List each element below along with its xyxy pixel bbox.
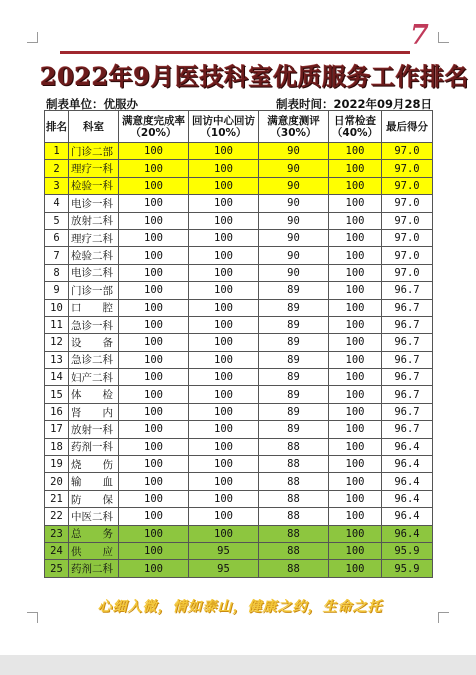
cell-callback: 95	[189, 542, 259, 559]
table-row	[45, 177, 433, 194]
window-bottom-bar	[0, 655, 476, 675]
cell-inspection: 100	[329, 264, 382, 281]
cell-dept: 药剂二科	[69, 560, 119, 577]
table-row	[45, 212, 433, 229]
cell-inspection: 100	[329, 247, 382, 264]
cell-rank: 25	[45, 560, 69, 577]
cell-dept: 口 腔	[69, 299, 119, 316]
cell-callback: 100	[189, 316, 259, 333]
cell-final-score: 96.4	[382, 508, 433, 525]
cell-satisfaction: 100	[119, 160, 189, 177]
cell-final-score: 96.7	[382, 351, 433, 368]
table-header-row	[45, 111, 433, 143]
table-row	[45, 143, 433, 160]
cell-callback: 100	[189, 438, 259, 455]
cell-satisfaction: 100	[119, 334, 189, 351]
cell-dept: 体 检	[69, 386, 119, 403]
cell-survey: 90	[259, 195, 329, 212]
page-number: 7	[410, 20, 429, 51]
table-row	[45, 316, 433, 333]
cell-inspection: 100	[329, 282, 382, 299]
table-row	[45, 229, 433, 246]
crop-mark-bottom-left	[27, 612, 38, 623]
cell-survey: 89	[259, 386, 329, 403]
cell-inspection: 100	[329, 438, 382, 455]
cell-callback: 100	[189, 143, 259, 160]
cell-dept: 急诊二科	[69, 351, 119, 368]
cell-satisfaction: 100	[119, 299, 189, 316]
cell-satisfaction: 100	[119, 542, 189, 559]
cell-callback: 95	[189, 560, 259, 577]
cell-final-score: 97.0	[382, 177, 433, 194]
cell-satisfaction: 100	[119, 421, 189, 438]
cell-dept: 检验二科	[69, 247, 119, 264]
table-row	[45, 421, 433, 438]
cell-dept: 防 保	[69, 490, 119, 507]
cell-inspection: 100	[329, 386, 382, 403]
cell-inspection: 100	[329, 229, 382, 246]
crop-mark-top-left	[27, 32, 38, 43]
cell-survey: 90	[259, 212, 329, 229]
cell-satisfaction: 100	[119, 473, 189, 490]
cell-rank: 22	[45, 508, 69, 525]
cell-dept: 门诊一部	[69, 282, 119, 299]
cell-callback: 100	[189, 212, 259, 229]
crop-mark-top-right	[438, 32, 449, 43]
cell-inspection: 100	[329, 212, 382, 229]
cell-satisfaction: 100	[119, 403, 189, 420]
cell-survey: 88	[259, 438, 329, 455]
prepared-date-label: 制表时间：	[275, 97, 334, 111]
table-row	[45, 195, 433, 212]
cell-inspection: 100	[329, 369, 382, 386]
cell-survey: 88	[259, 542, 329, 559]
cell-final-score: 96.7	[382, 403, 433, 420]
cell-satisfaction: 100	[119, 490, 189, 507]
cell-final-score: 96.4	[382, 525, 433, 542]
cell-rank: 11	[45, 316, 69, 333]
cell-rank: 6	[45, 229, 69, 246]
cell-final-score: 97.0	[382, 143, 433, 160]
cell-satisfaction: 100	[119, 386, 189, 403]
cell-final-score: 97.0	[382, 195, 433, 212]
cell-survey: 90	[259, 143, 329, 160]
cell-final-score: 96.7	[382, 299, 433, 316]
slogan: 心细入微，情如泰山，健康之约，生命之托	[97, 599, 383, 615]
cell-final-score: 96.4	[382, 490, 433, 507]
table-row	[45, 247, 433, 264]
cell-inspection: 100	[329, 195, 382, 212]
cell-rank: 3	[45, 177, 69, 194]
cell-inspection: 100	[329, 490, 382, 507]
cell-callback: 100	[189, 299, 259, 316]
cell-satisfaction: 100	[119, 195, 189, 212]
cell-callback: 100	[189, 386, 259, 403]
table-body	[45, 143, 433, 578]
table-row	[45, 334, 433, 351]
cell-final-score: 96.7	[382, 316, 433, 333]
cell-final-score: 96.4	[382, 473, 433, 490]
cell-satisfaction: 100	[119, 525, 189, 542]
header-survey: 满意度测评 （30%）	[259, 111, 329, 143]
cell-satisfaction: 100	[119, 247, 189, 264]
cell-rank: 4	[45, 195, 69, 212]
table-row	[45, 403, 433, 420]
cell-satisfaction: 100	[119, 177, 189, 194]
cell-dept: 肾 内	[69, 403, 119, 420]
cell-rank: 18	[45, 438, 69, 455]
cell-survey: 88	[259, 508, 329, 525]
header-dept: 科室	[69, 111, 119, 143]
cell-dept: 放射一科	[69, 421, 119, 438]
table-row	[45, 525, 433, 542]
cell-satisfaction: 100	[119, 456, 189, 473]
table-row	[45, 560, 433, 577]
cell-survey: 90	[259, 177, 329, 194]
cell-inspection: 100	[329, 525, 382, 542]
cell-dept: 检验一科	[69, 177, 119, 194]
table-row	[45, 369, 433, 386]
cell-survey: 89	[259, 316, 329, 333]
cell-callback: 100	[189, 351, 259, 368]
cell-callback: 100	[189, 421, 259, 438]
cell-callback: 100	[189, 177, 259, 194]
cell-final-score: 96.4	[382, 438, 433, 455]
cell-dept: 总 务	[69, 525, 119, 542]
cell-rank: 23	[45, 525, 69, 542]
cell-final-score: 97.0	[382, 229, 433, 246]
cell-callback: 100	[189, 456, 259, 473]
cell-survey: 90	[259, 264, 329, 281]
cell-dept: 急诊一科	[69, 316, 119, 333]
cell-dept: 妇产二科	[69, 369, 119, 386]
table-row	[45, 438, 433, 455]
cell-inspection: 100	[329, 542, 382, 559]
table-row	[45, 282, 433, 299]
cell-rank: 13	[45, 351, 69, 368]
cell-rank: 14	[45, 369, 69, 386]
cell-dept: 放射二科	[69, 212, 119, 229]
cell-satisfaction: 100	[119, 316, 189, 333]
cell-dept: 设 备	[69, 334, 119, 351]
cell-callback: 100	[189, 369, 259, 386]
cell-survey: 89	[259, 369, 329, 386]
cell-dept: 药剂一科	[69, 438, 119, 455]
ranking-table	[44, 110, 433, 578]
cell-survey: 90	[259, 247, 329, 264]
cell-satisfaction: 100	[119, 351, 189, 368]
header-inspection: 日常检查 （40%）	[329, 111, 382, 143]
cell-satisfaction: 100	[119, 508, 189, 525]
cell-inspection: 100	[329, 473, 382, 490]
cell-rank: 8	[45, 264, 69, 281]
header-rank: 排名	[45, 111, 69, 143]
cell-inspection: 100	[329, 508, 382, 525]
cell-satisfaction: 100	[119, 264, 189, 281]
cell-rank: 16	[45, 403, 69, 420]
cell-callback: 100	[189, 229, 259, 246]
cell-dept: 电诊二科	[69, 264, 119, 281]
cell-final-score: 97.0	[382, 212, 433, 229]
table-row	[45, 160, 433, 177]
title-top-rule	[60, 51, 410, 54]
cell-inspection: 100	[329, 351, 382, 368]
cell-dept: 烧 伤	[69, 456, 119, 473]
cell-dept: 理疗二科	[69, 229, 119, 246]
cell-survey: 88	[259, 456, 329, 473]
table-row	[45, 386, 433, 403]
table-row	[45, 351, 433, 368]
cell-survey: 89	[259, 334, 329, 351]
cell-satisfaction: 100	[119, 560, 189, 577]
cell-callback: 100	[189, 403, 259, 420]
cell-survey: 89	[259, 403, 329, 420]
cell-callback: 100	[189, 264, 259, 281]
header-final-score: 最后得分	[382, 111, 433, 143]
cell-inspection: 100	[329, 299, 382, 316]
cell-inspection: 100	[329, 403, 382, 420]
cell-satisfaction: 100	[119, 229, 189, 246]
cell-final-score: 96.7	[382, 369, 433, 386]
cell-dept: 供 应	[69, 542, 119, 559]
table-row	[45, 508, 433, 525]
cell-final-score: 97.0	[382, 247, 433, 264]
cell-rank: 1	[45, 143, 69, 160]
cell-inspection: 100	[329, 143, 382, 160]
cell-satisfaction: 100	[119, 282, 189, 299]
table-row	[45, 542, 433, 559]
cell-inspection: 100	[329, 160, 382, 177]
cell-final-score: 97.0	[382, 160, 433, 177]
cell-survey: 90	[259, 229, 329, 246]
header-callback: 回访中心回访 （10%）	[189, 111, 259, 143]
cell-rank: 12	[45, 334, 69, 351]
cell-callback: 100	[189, 195, 259, 212]
cell-satisfaction: 100	[119, 369, 189, 386]
cell-callback: 100	[189, 490, 259, 507]
cell-satisfaction: 100	[119, 212, 189, 229]
cell-inspection: 100	[329, 177, 382, 194]
cell-dept: 电诊一科	[69, 195, 119, 212]
cell-rank: 19	[45, 456, 69, 473]
cell-dept: 输 血	[69, 473, 119, 490]
cell-satisfaction: 100	[119, 438, 189, 455]
cell-final-score: 96.7	[382, 386, 433, 403]
cell-callback: 100	[189, 473, 259, 490]
cell-inspection: 100	[329, 456, 382, 473]
table-row	[45, 473, 433, 490]
cell-rank: 21	[45, 490, 69, 507]
cell-rank: 20	[45, 473, 69, 490]
cell-inspection: 100	[329, 316, 382, 333]
cell-survey: 88	[259, 490, 329, 507]
cell-final-score: 96.4	[382, 456, 433, 473]
cell-rank: 9	[45, 282, 69, 299]
cell-survey: 88	[259, 525, 329, 542]
cell-callback: 100	[189, 525, 259, 542]
cell-final-score: 96.7	[382, 282, 433, 299]
cell-inspection: 100	[329, 334, 382, 351]
header-satisfaction: 满意度完成率 （20%）	[119, 111, 189, 143]
prepared-by-unit: 制表单位：优服办	[46, 97, 138, 111]
cell-callback: 100	[189, 508, 259, 525]
cell-survey: 88	[259, 560, 329, 577]
cell-rank: 10	[45, 299, 69, 316]
cell-final-score: 97.0	[382, 264, 433, 281]
cell-survey: 89	[259, 421, 329, 438]
cell-survey: 88	[259, 473, 329, 490]
cell-rank: 17	[45, 421, 69, 438]
cell-dept: 理疗一科	[69, 160, 119, 177]
cell-survey: 90	[259, 160, 329, 177]
cell-survey: 89	[259, 282, 329, 299]
cell-final-score: 95.9	[382, 560, 433, 577]
table-row	[45, 456, 433, 473]
cell-survey: 89	[259, 299, 329, 316]
table-row	[45, 264, 433, 281]
cell-inspection: 100	[329, 560, 382, 577]
cell-rank: 15	[45, 386, 69, 403]
cell-rank: 24	[45, 542, 69, 559]
table-row	[45, 299, 433, 316]
cell-callback: 100	[189, 247, 259, 264]
cell-rank: 5	[45, 212, 69, 229]
prepared-date-value: 2022年09月28日	[333, 97, 432, 111]
cell-callback: 100	[189, 282, 259, 299]
cell-final-score: 95.9	[382, 542, 433, 559]
cell-final-score: 96.7	[382, 334, 433, 351]
cell-final-score: 96.7	[382, 421, 433, 438]
cell-satisfaction: 100	[119, 143, 189, 160]
cell-callback: 100	[189, 334, 259, 351]
cell-rank: 7	[45, 247, 69, 264]
cell-dept: 门诊二部	[69, 143, 119, 160]
cell-inspection: 100	[329, 421, 382, 438]
cell-dept: 中医二科	[69, 508, 119, 525]
page-title: 2022年9月医技科室优质服务工作排名	[40, 62, 469, 91]
cell-rank: 2	[45, 160, 69, 177]
cell-survey: 89	[259, 351, 329, 368]
table-row	[45, 490, 433, 507]
cell-callback: 100	[189, 160, 259, 177]
